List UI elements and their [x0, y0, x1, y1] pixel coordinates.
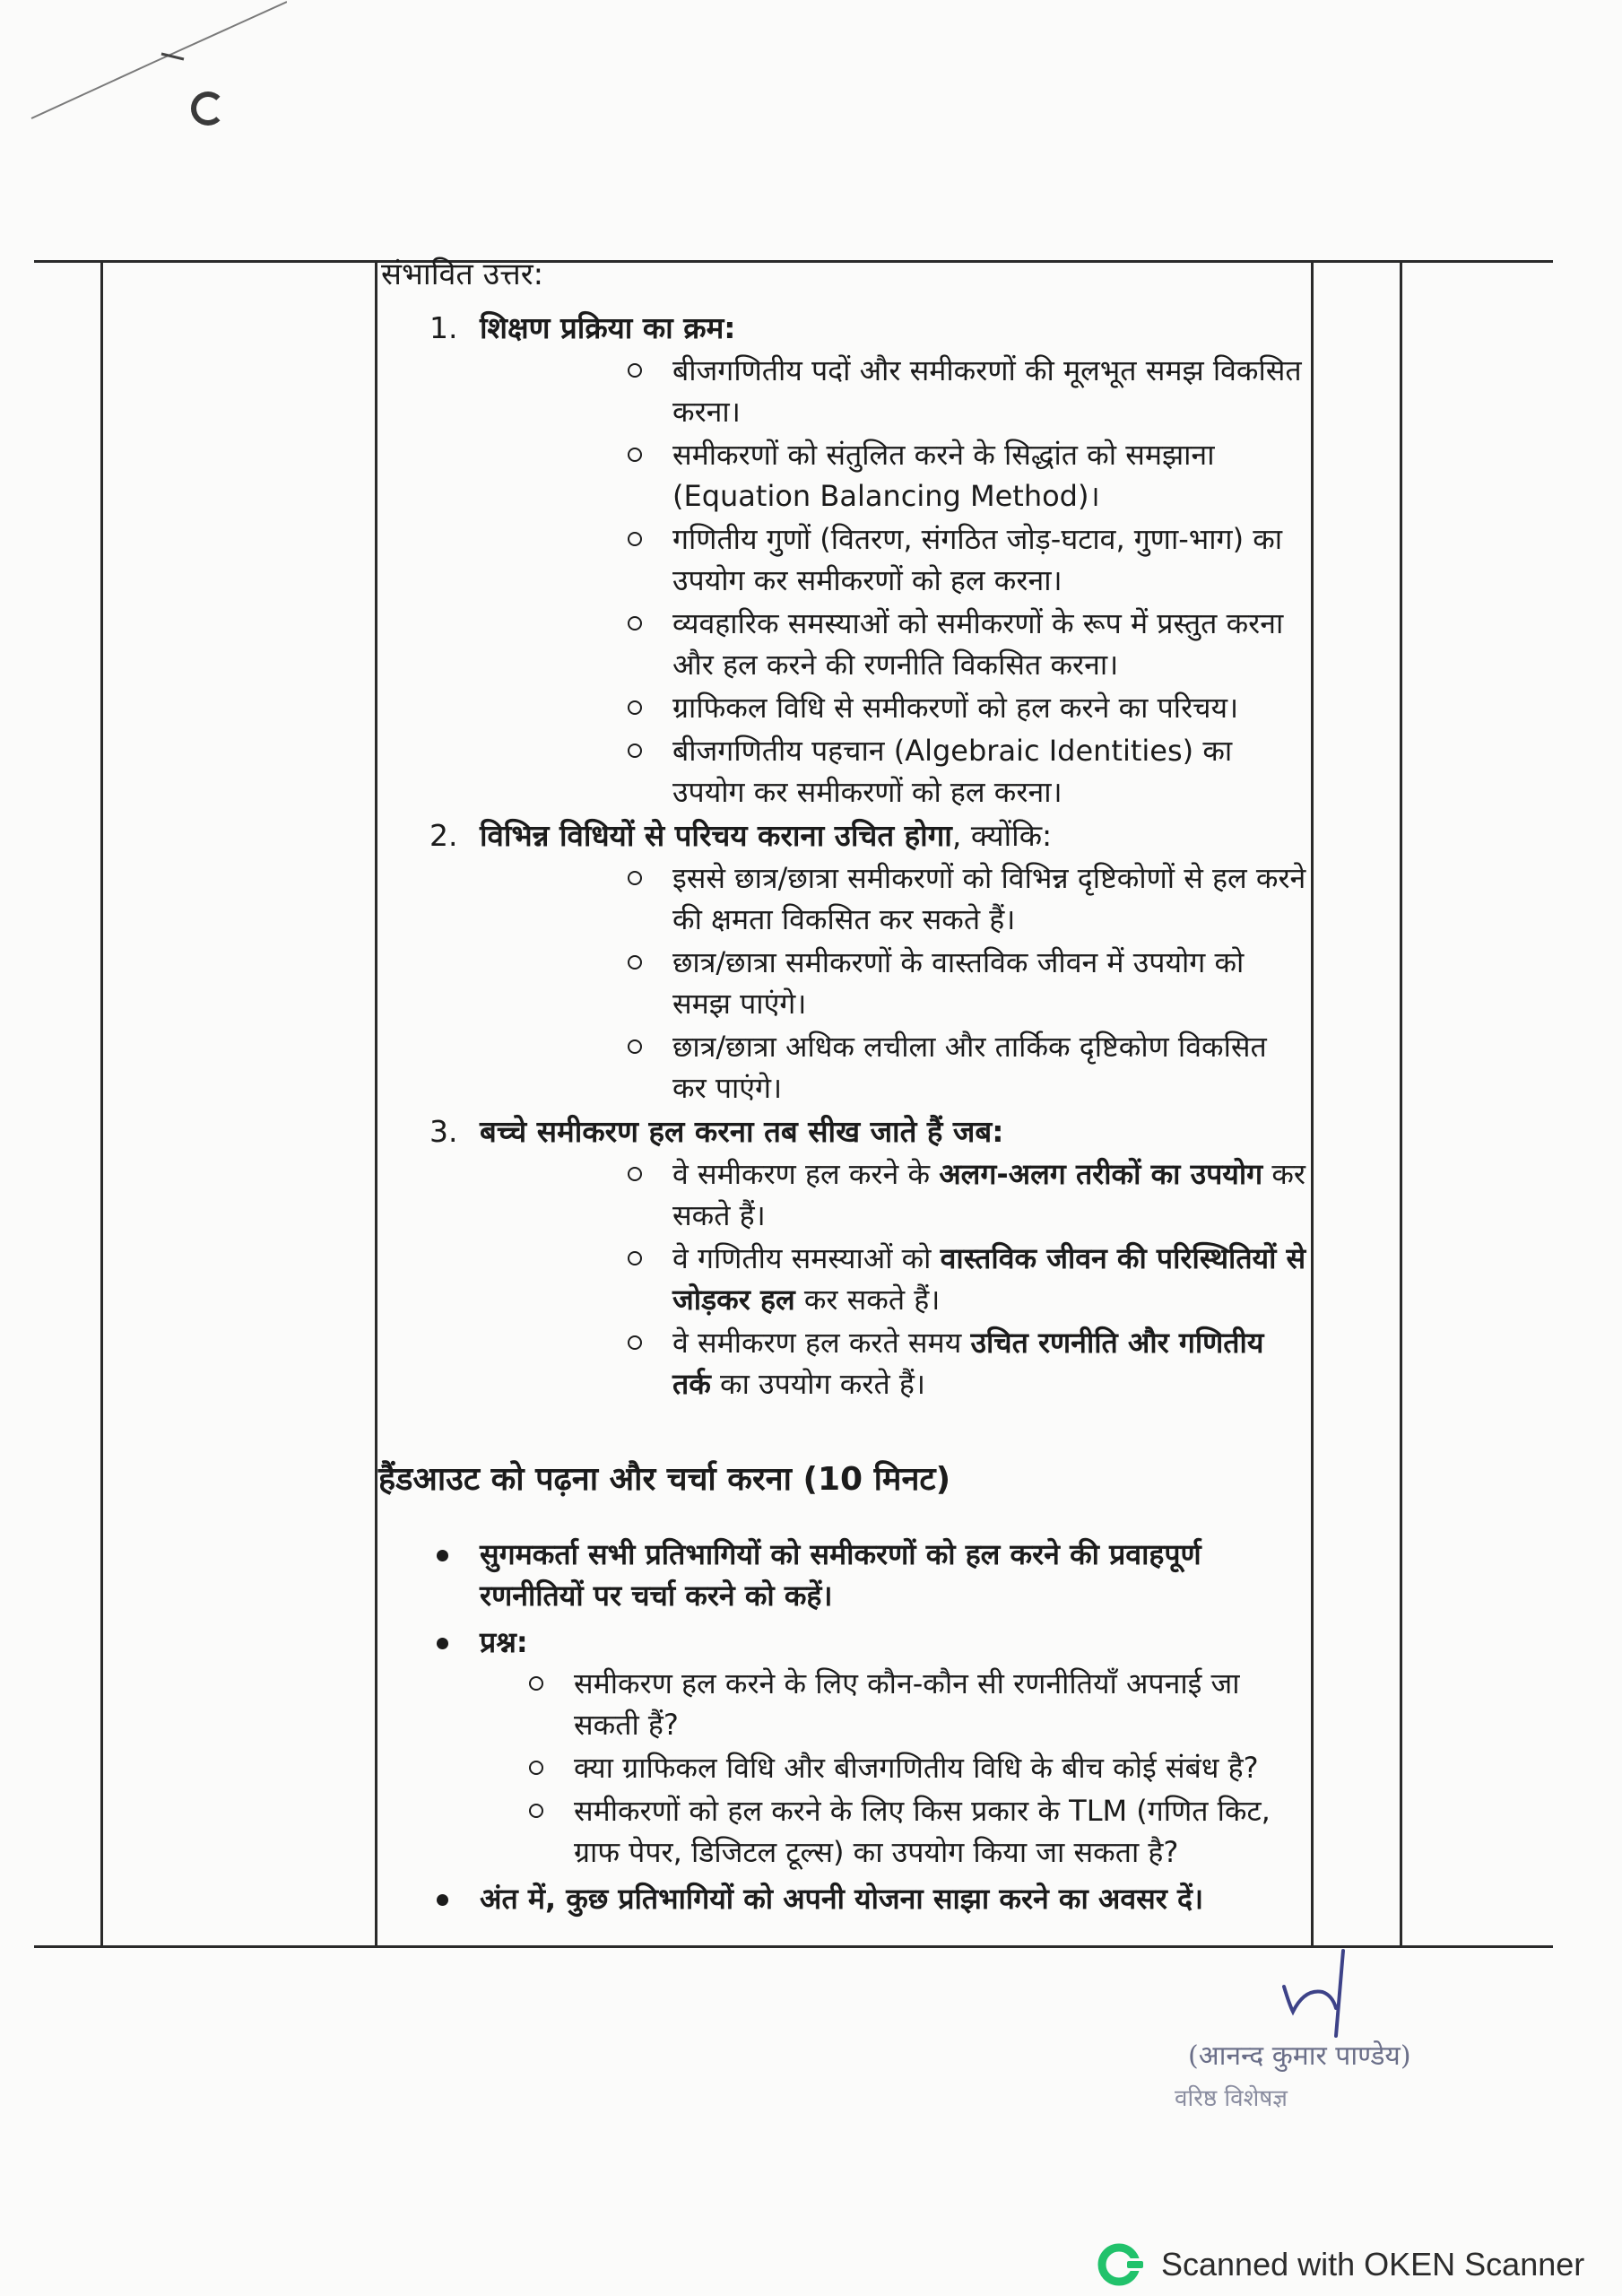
circle-bullet-icon: [628, 363, 642, 378]
oken-scanner-logo-icon: [1097, 2242, 1147, 2287]
sub-item: [480, 518, 1309, 601]
sub-item: [480, 434, 1309, 517]
item-number: 3.: [429, 1114, 458, 1149]
bullet-list: [381, 1534, 1314, 1925]
item-heading-bold: विभिन्न विधियों से परिचय कराना उचित होगा: [480, 818, 952, 853]
sub-item: [480, 350, 1309, 432]
sub-item-text: इससे छात्र/छात्रा समीकरणों को विभिन्न दृष्टिकोणों से हल करने की क्षमता विकसित कर सकते हैं।: [672, 861, 1306, 936]
circle-bullet-icon: [628, 1167, 642, 1181]
sub-item: [480, 1238, 1309, 1320]
bullet-text: प्रश्न:: [480, 1625, 528, 1659]
sub-item-text: अलग-अलग तरीकों का उपयोग: [939, 1157, 1263, 1191]
circle-bullet-icon: [628, 700, 642, 715]
sub-item: [480, 730, 1309, 813]
circle-bullet-icon: [529, 1804, 543, 1818]
sub-item-text: बीजगणितीय पहचान (Algebraic Identities) का उपयोग कर समीकरणों को हल करना।: [672, 734, 1233, 809]
circle-bullet-icon: [628, 1039, 642, 1054]
sub-item-text: वे समीकरण हल करने के: [672, 1157, 940, 1191]
sub-item: [480, 603, 1309, 685]
question-item: [381, 1790, 1314, 1873]
circle-bullet-icon: [628, 616, 642, 631]
scanner-footer: [1097, 2242, 1584, 2287]
item-number: 1.: [429, 310, 458, 345]
sub-item-text: वे गणितीय समस्याओं को: [672, 1241, 941, 1275]
question-item: [381, 1663, 1314, 1745]
sub-item-text: व्यवहारिक समस्याओं को समीकरणों के रूप में प्रस्तुत करना और हल करने की रणनीति विकसित करना।: [672, 606, 1284, 682]
bullet-item: [381, 1534, 1314, 1616]
circle-bullet-icon: [628, 448, 642, 462]
sub-item: [480, 942, 1309, 1024]
sub-item-text: वे समीकरण हल करते समय: [672, 1326, 971, 1360]
bullet-item: [381, 1878, 1314, 1919]
sub-item: [480, 857, 1309, 940]
bullet-item: [381, 1622, 1314, 1873]
punch-hole-mark: [191, 91, 225, 126]
bullet-text: अंत में, कुछ प्रतिभागियों को अपनी योजना साझा करने का अवसर दें।: [480, 1882, 1204, 1916]
signatory-designation: वरिष्ठ विशेषज्ञ: [1175, 2085, 1288, 2112]
question-text: क्या ग्राफिकल विधि और बीजगणितीय विधि के बीच कोई संबंध है?: [574, 1751, 1259, 1785]
item-heading: [480, 814, 1309, 857]
item-heading-bold: शिक्षण प्रक्रिया का क्रम:: [480, 310, 736, 345]
sub-item: [480, 1026, 1309, 1109]
item-heading: [480, 1110, 1309, 1153]
sub-item-text: ग्राफिकल विधि से समीकरणों को हल करने का परिचय।: [672, 691, 1239, 725]
sub-item-text: का उपयोग करते हैं।: [710, 1367, 925, 1401]
bullet-dot-icon: [437, 1550, 448, 1561]
circle-bullet-icon: [628, 532, 642, 546]
sub-item-text: बीजगणितीय पदों और समीकरणों की मूलभूत समझ विकसित करना।: [672, 353, 1302, 429]
bullet-dot-icon: [437, 1894, 448, 1906]
question-text: समीकरणों को हल करने के लिए किस प्रकार के TLM (गणित किट, ग्राफ पेपर, डिजिटल टूल्स) का उपयोग किया जा सकता है?: [574, 1794, 1271, 1869]
section-heading: हैंडआउट को पढ़ना और चर्चा करना (10 मिनट): [378, 1461, 951, 1498]
bullet-dot-icon: [437, 1638, 448, 1649]
table-col-rule-2: [375, 260, 377, 1947]
circle-bullet-icon: [529, 1676, 543, 1691]
sub-item-text: छात्र/छात्रा समीकरणों के वास्तविक जीवन में उपयोग को समझ पाएंगे।: [672, 945, 1245, 1021]
circle-bullet-icon: [628, 744, 642, 758]
table-col-rule-1: [100, 260, 103, 1947]
sub-item-text: समीकरणों को संतुलित करने के सिद्धांत को समझाना (Equation Balancing Method)।: [672, 438, 1215, 513]
sub-item-text: उचित रणनीति और गणितीय तर्क: [672, 1326, 1264, 1401]
item-heading-tail: , क्योंकि:: [951, 818, 1053, 853]
scan-mark-line: [27, 0, 287, 126]
handwritten-signature: [1273, 1942, 1372, 2040]
numbered-item: [381, 814, 1309, 1109]
circle-bullet-icon: [628, 1251, 642, 1265]
sub-item: [480, 1322, 1309, 1405]
bullet-text: सुगमकर्ता सभी प्रतिभागियों को समीकरणों को हल करने की प्रवाहपूर्ण रणनीतियों पर चर्चा करने को कहें।: [480, 1537, 1201, 1613]
sub-item-text: वास्तविक जीवन की परिस्थितियों से जोड़कर हल: [672, 1241, 1306, 1317]
circle-bullet-icon: [628, 1335, 642, 1350]
signatory-name: (आनन्द कुमार पाण्डेय): [1188, 2040, 1411, 2072]
answer-cell: [381, 253, 1309, 1406]
item-heading: [480, 307, 1309, 350]
sub-item-text: कर सकते हैं।: [794, 1283, 941, 1317]
scanner-footer-text: Scanned with OKEN Scanner: [1161, 2246, 1585, 2283]
sub-item-text: कर सकते हैं।: [672, 1157, 1305, 1232]
sub-item: [480, 687, 1309, 728]
item-number: 2.: [429, 818, 458, 853]
question-item: [381, 1747, 1314, 1788]
item-heading-bold: बच्चे समीकरण हल करना तब सीख जाते हैं जब:: [480, 1114, 1004, 1149]
numbered-item: [381, 307, 1309, 813]
circle-bullet-icon: [628, 871, 642, 885]
numbered-list: [381, 307, 1309, 1405]
answer-caption: संभावित उत्तर:: [381, 257, 544, 292]
numbered-item: [381, 1110, 1309, 1405]
sub-item-text: छात्र/छात्रा अधिक लचीला और तार्किक दृष्टिकोण विकसित कर पाएंगे।: [672, 1030, 1267, 1105]
question-text: समीकरण हल करने के लिए कौन-कौन सी रणनीतियाँ अपनाई जा सकती हैं?: [574, 1666, 1240, 1742]
circle-bullet-icon: [628, 955, 642, 970]
circle-bullet-icon: [529, 1761, 543, 1775]
table-col-rule-4: [1400, 260, 1402, 1947]
sub-item-text: गणितीय गुणों (वितरण, संगठित जोड़-घटाव, गुणा-भाग) का उपयोग कर समीकरणों को हल करना।: [672, 522, 1283, 597]
sub-item: [480, 1153, 1309, 1236]
